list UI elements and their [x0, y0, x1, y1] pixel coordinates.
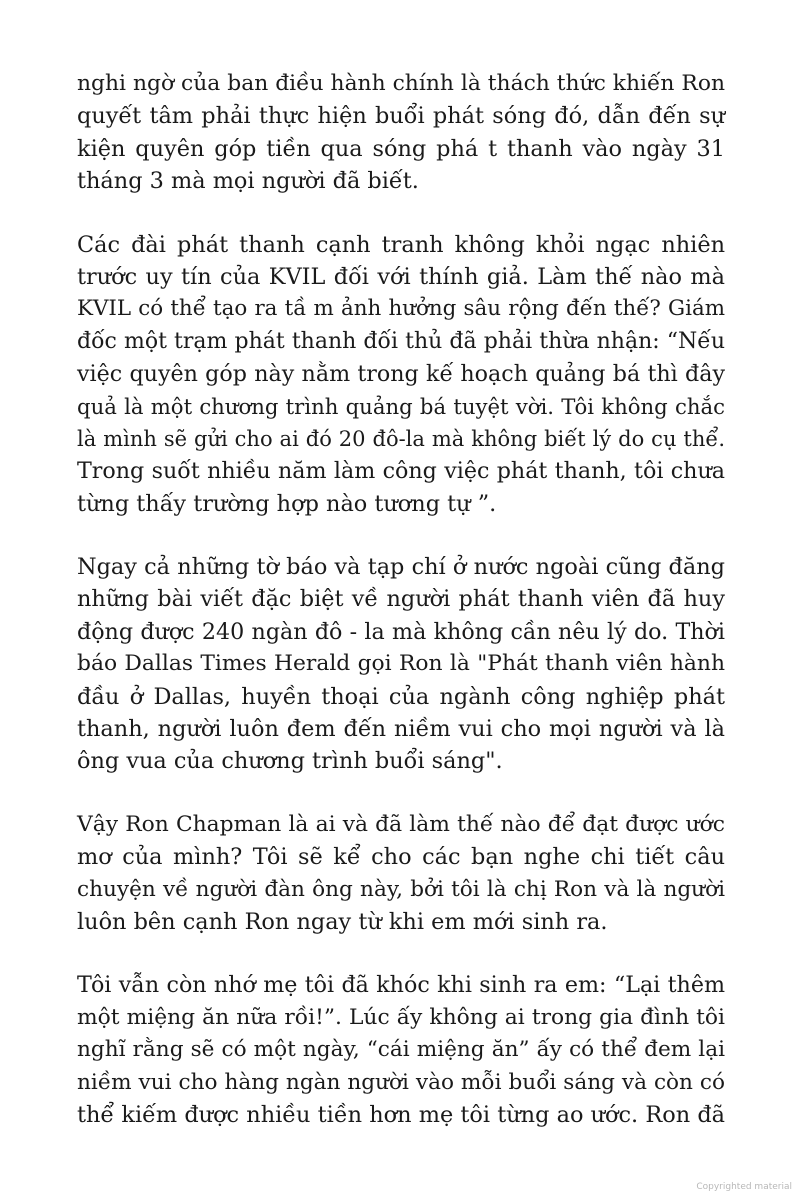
paragraph — [77, 809, 725, 939]
text-line: những bài viết đặc biệt về người phát thanh viên đã huy — [77, 586, 725, 613]
book-page-body — [77, 68, 725, 1162]
paragraph — [77, 551, 725, 778]
text-line: thể kiếm được nhiều tiền hơn mẹ tôi từng ao ước. Ron đã — [77, 1101, 725, 1128]
paragraph — [77, 969, 725, 1131]
text-line: tháng 3 mà mọi người đã biết. — [77, 168, 419, 195]
text-line: việc quyên góp này nằm trong kế hoạch quảng bá thì đây — [77, 361, 725, 388]
text-line: niềm vui cho hàng ngàn người vào mỗi buổi sáng và còn có — [77, 1069, 725, 1095]
text-line: quả là một chương trình quảng bá tuyệt vời. Tôi không chắc — [77, 393, 725, 419]
text-line: một miệng ăn nữa rồi!”. Lúc ấy không ai trong gia đình tôi — [77, 1004, 725, 1030]
text-line: trước uy tín của KVIL đối với thính giả. Làm thế nào mà — [77, 263, 725, 290]
text-line: mơ của mình? Tôi sẽ kể cho các bạn nghe chi tiết câu — [77, 844, 725, 871]
text-line: ông vua của chương trình buổi sáng". — [77, 748, 503, 775]
text-line: thanh, người luôn đem đến niềm vui cho mọi người và là — [77, 716, 725, 743]
text-line: KVIL có thể tạo ra tầ m ảnh hưởng sâu rộng đến thế? Giám — [77, 296, 725, 322]
text-line: luôn bên cạnh Ron ngay từ khi em mới sinh ra. — [77, 908, 608, 935]
text-line: Vậy Ron Chapman là ai và đã làm thế nào để đạt được ước — [77, 811, 725, 837]
text-line: đầu ở Dallas, huyền thoại của ngành công nghiệp phát — [77, 683, 725, 710]
text-line: đốc một trạm phát thanh đối thủ đã phải thừa nhận: “Nếu — [77, 328, 725, 354]
paragraph — [77, 229, 725, 521]
copyright-notice: Copyrighted material — [696, 1182, 792, 1192]
text-line: Trong suốt nhiều năm làm công việc phát thanh, tôi chưa — [77, 458, 725, 485]
text-line: Ngay cả những tờ báo và tạp chí ở nước ngoài cũng đăng — [77, 554, 725, 581]
text-line: báo Dallas Times Herald gọi Ron là "Phát thanh viên hành — [77, 651, 725, 677]
text-line: nghĩ rằng sẽ có một ngày, “cái miệng ăn” ấy có thể đem lại — [77, 1037, 725, 1063]
text-line: chuyện về người đàn ông này, bởi tôi là chị Ron và là người — [77, 876, 725, 902]
text-line: quyết tâm phải thực hiện buổi phát sóng đó, dẫn đến sự — [77, 103, 725, 130]
text-line: từng thấy trường hợp nào tương tự ”. — [77, 490, 497, 517]
text-line: kiện quyên góp tiền qua sóng phá t thanh vào ngày 31 — [77, 135, 725, 162]
text-line: Tôi vẫn còn nhớ mẹ tôi đã khóc khi sinh ra em: “Lại thêm — [77, 972, 725, 999]
text-line: là mình sẽ gửi cho ai đó 20 đô-la mà không biết lý do cụ thể. — [77, 426, 725, 451]
text-line: Các đài phát thanh cạnh tranh không khỏi ngạc nhiên — [77, 231, 725, 258]
text-line: động được 240 ngàn đô - la mà không cần nêu lý do. Thời — [77, 618, 725, 645]
text-line: nghi ngờ của ban điều hành chính là thách thức khiến Ron — [77, 71, 725, 96]
paragraph — [77, 68, 725, 198]
